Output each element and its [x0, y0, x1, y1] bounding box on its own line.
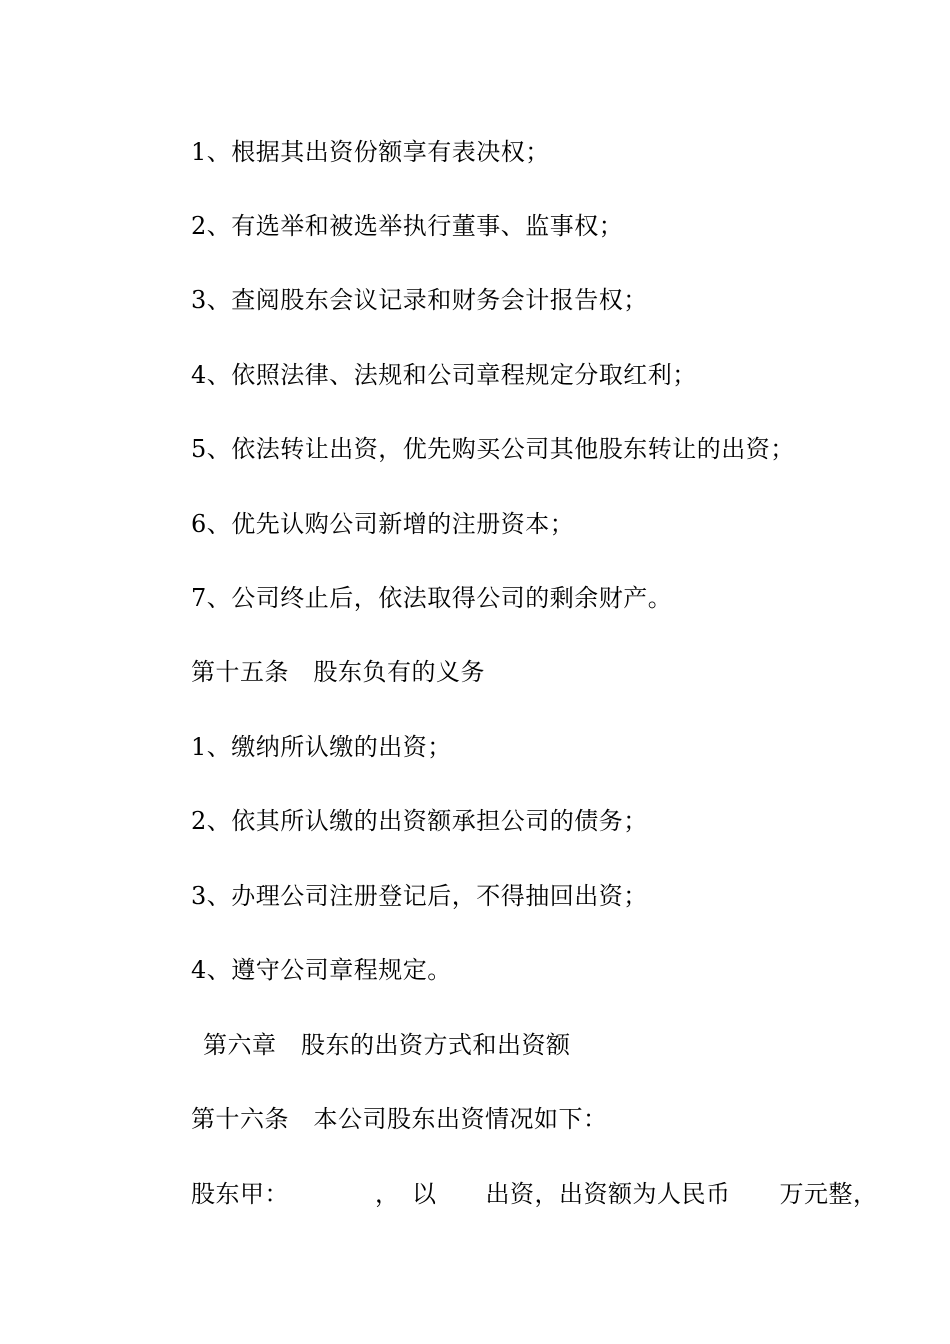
article-15-heading: 第十五条 股东负有的义务 — [191, 658, 485, 686]
right-item-4: 4、依照法律、法规和公司章程规定分取红利； — [191, 361, 697, 389]
right-item-1: 1、根据其出资份额享有表决权； — [191, 138, 550, 166]
duty-item-2: 2、依其所认缴的出资额承担公司的债务； — [191, 807, 648, 835]
shareholder-a-line: 股东甲： ， 以 出资，出资额为人民币 万元整， — [191, 1180, 878, 1208]
duty-item-3: 3、办理公司注册登记后，不得抽回出资； — [191, 882, 648, 910]
right-item-7: 7、公司终止后，依法取得公司的剩余财产。 — [191, 584, 673, 612]
duty-item-1: 1、缴纳所认缴的出资； — [191, 733, 452, 761]
right-item-6: 6、优先认购公司新增的注册资本； — [191, 510, 575, 538]
article-16-heading: 第十六条 本公司股东出资情况如下： — [191, 1105, 608, 1133]
right-item-5: 5、依法转让出资，优先购买公司其他股东转让的出资； — [191, 435, 795, 463]
right-item-2: 2、有选举和被选举执行董事、监事权； — [191, 212, 624, 240]
duty-item-4: 4、遵守公司章程规定。 — [191, 956, 452, 984]
chapter-6-heading: 第六章 股东的出资方式和出资额 — [203, 1031, 571, 1059]
right-item-3: 3、查阅股东会议记录和财务会计报告权； — [191, 286, 648, 314]
